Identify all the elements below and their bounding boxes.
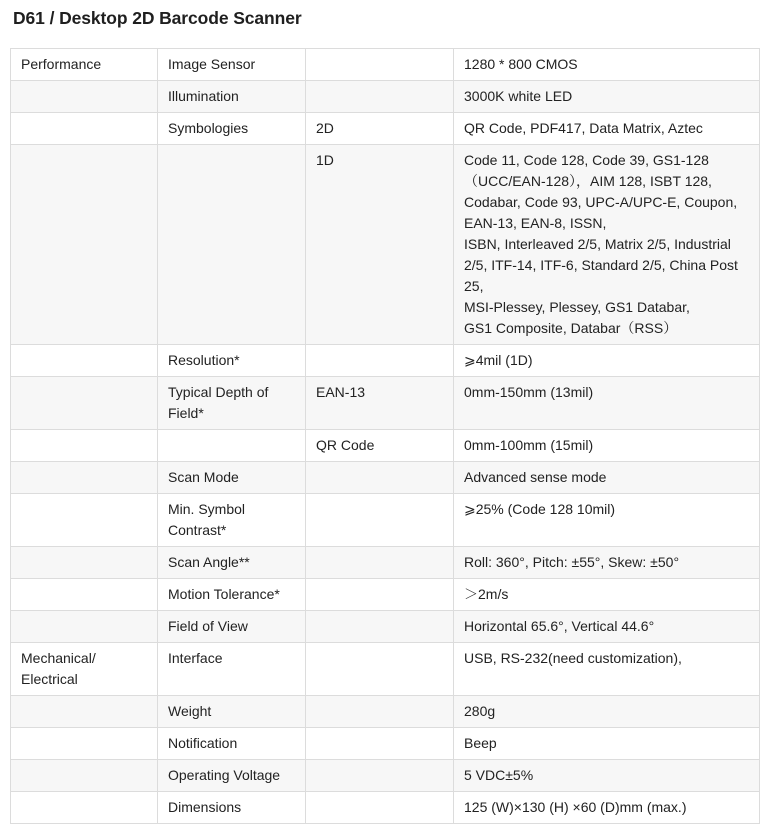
spec-subparameter-cell bbox=[306, 49, 454, 81]
spec-value-cell: 5 VDC±5% bbox=[454, 760, 760, 792]
table-row bbox=[11, 579, 760, 611]
spec-category-cell bbox=[11, 81, 158, 113]
spec-value-cell: ⩾25% (Code 128 10mil) bbox=[454, 494, 760, 547]
spec-parameter-cell: Typical Depth of Field* bbox=[158, 377, 306, 430]
spec-value-cell: Advanced sense mode bbox=[454, 462, 760, 494]
table-row bbox=[11, 113, 760, 145]
spec-parameter-cell bbox=[158, 145, 306, 345]
spec-value-cell: 0mm-150mm (13mil) bbox=[454, 377, 760, 430]
spec-parameter-cell: Scan Mode bbox=[158, 462, 306, 494]
spec-subparameter-cell bbox=[306, 345, 454, 377]
spec-parameter-cell: Symbologies bbox=[158, 113, 306, 145]
spec-value-cell: Roll: 360°, Pitch: ±55°, Skew: ±50° bbox=[454, 547, 760, 579]
spec-table-body bbox=[11, 49, 760, 824]
spec-category-cell bbox=[11, 547, 158, 579]
spec-subparameter-cell bbox=[306, 696, 454, 728]
spec-parameter-cell: Min. Symbol Contrast* bbox=[158, 494, 306, 547]
table-row bbox=[11, 145, 760, 345]
spec-category-cell bbox=[11, 345, 158, 377]
spec-subparameter-cell bbox=[306, 760, 454, 792]
spec-category-cell bbox=[11, 760, 158, 792]
spec-subparameter-cell: QR Code bbox=[306, 430, 454, 462]
spec-value-cell: 3000K white LED bbox=[454, 81, 760, 113]
spec-category-cell bbox=[11, 113, 158, 145]
spec-value-cell: Beep bbox=[454, 728, 760, 760]
spec-value-cell: 1280 * 800 CMOS bbox=[454, 49, 760, 81]
spec-value-cell: Horizontal 65.6°, Vertical 44.6° bbox=[454, 611, 760, 643]
spec-subparameter-cell bbox=[306, 462, 454, 494]
spec-category-cell: Mechanical/ Electrical bbox=[11, 643, 158, 696]
spec-value-cell: USB, RS-232(need customization), bbox=[454, 643, 760, 696]
spec-subparameter-cell bbox=[306, 792, 454, 824]
table-row bbox=[11, 494, 760, 547]
spec-parameter-cell: Illumination bbox=[158, 81, 306, 113]
spec-subparameter-cell: 1D bbox=[306, 145, 454, 345]
spec-value-cell: ⩾4mil (1D) bbox=[454, 345, 760, 377]
spec-category-cell bbox=[11, 579, 158, 611]
spec-category-cell bbox=[11, 494, 158, 547]
spec-value-cell: QR Code, PDF417, Data Matrix, Aztec bbox=[454, 113, 760, 145]
spec-subparameter-cell bbox=[306, 547, 454, 579]
table-row bbox=[11, 728, 760, 760]
table-row bbox=[11, 696, 760, 728]
spec-subparameter-cell bbox=[306, 81, 454, 113]
spec-value-cell: 280g bbox=[454, 696, 760, 728]
spec-parameter-cell bbox=[158, 430, 306, 462]
spec-value-cell: 0mm-100mm (15mil) bbox=[454, 430, 760, 462]
spec-parameter-cell: Dimensions bbox=[158, 792, 306, 824]
spec-subparameter-cell: 2D bbox=[306, 113, 454, 145]
table-row bbox=[11, 377, 760, 430]
table-row bbox=[11, 345, 760, 377]
spec-parameter-cell: Operating Voltage bbox=[158, 760, 306, 792]
spec-category-cell bbox=[11, 792, 158, 824]
spec-table bbox=[10, 48, 760, 824]
spec-parameter-cell: Image Sensor bbox=[158, 49, 306, 81]
spec-parameter-cell: Scan Angle** bbox=[158, 547, 306, 579]
spec-category-cell bbox=[11, 145, 158, 345]
spec-subparameter-cell bbox=[306, 728, 454, 760]
spec-category-cell bbox=[11, 430, 158, 462]
table-row bbox=[11, 611, 760, 643]
spec-subparameter-cell bbox=[306, 579, 454, 611]
spec-subparameter-cell bbox=[306, 611, 454, 643]
spec-parameter-cell: Resolution* bbox=[158, 345, 306, 377]
page-title: D61 / Desktop 2D Barcode Scanner bbox=[13, 8, 302, 28]
spec-parameter-cell: Interface bbox=[158, 643, 306, 696]
spec-category-cell: Performance bbox=[11, 49, 158, 81]
table-row bbox=[11, 81, 760, 113]
spec-category-cell bbox=[11, 728, 158, 760]
spec-value-cell: Code 11, Code 128, Code 39, GS1-128 （UCC/EAN-128），AIM 128, ISBT 128, Codabar, Code 93, UPC-A/UPC-E, Coupon, EAN-13, EAN-8, ISSN, ISBN, Interleaved 2/5, Matrix 2/5, Industrial 2/5, ITF-14, ITF-6, Standard 2/5, China Post 25, MSI-Plessey, Plessey, GS1 Databar, GS1 Composite, Databar（RSS） bbox=[454, 145, 760, 345]
spec-parameter-cell: Field of View bbox=[158, 611, 306, 643]
spec-value-cell: 125 (W)×130 (H) ×60 (D)mm (max.) bbox=[454, 792, 760, 824]
table-row bbox=[11, 547, 760, 579]
table-row bbox=[11, 49, 760, 81]
table-row bbox=[11, 430, 760, 462]
table-row bbox=[11, 462, 760, 494]
spec-category-cell bbox=[11, 377, 158, 430]
spec-parameter-cell: Motion Tolerance* bbox=[158, 579, 306, 611]
table-row bbox=[11, 792, 760, 824]
spec-category-cell bbox=[11, 696, 158, 728]
spec-category-cell bbox=[11, 462, 158, 494]
spec-parameter-cell: Notification bbox=[158, 728, 306, 760]
spec-category-cell bbox=[11, 611, 158, 643]
spec-value-cell: ＞2m/s bbox=[454, 579, 760, 611]
spec-subparameter-cell: EAN-13 bbox=[306, 377, 454, 430]
table-row bbox=[11, 760, 760, 792]
spec-subparameter-cell bbox=[306, 494, 454, 547]
spec-subparameter-cell bbox=[306, 643, 454, 696]
spec-parameter-cell: Weight bbox=[158, 696, 306, 728]
table-row bbox=[11, 643, 760, 696]
